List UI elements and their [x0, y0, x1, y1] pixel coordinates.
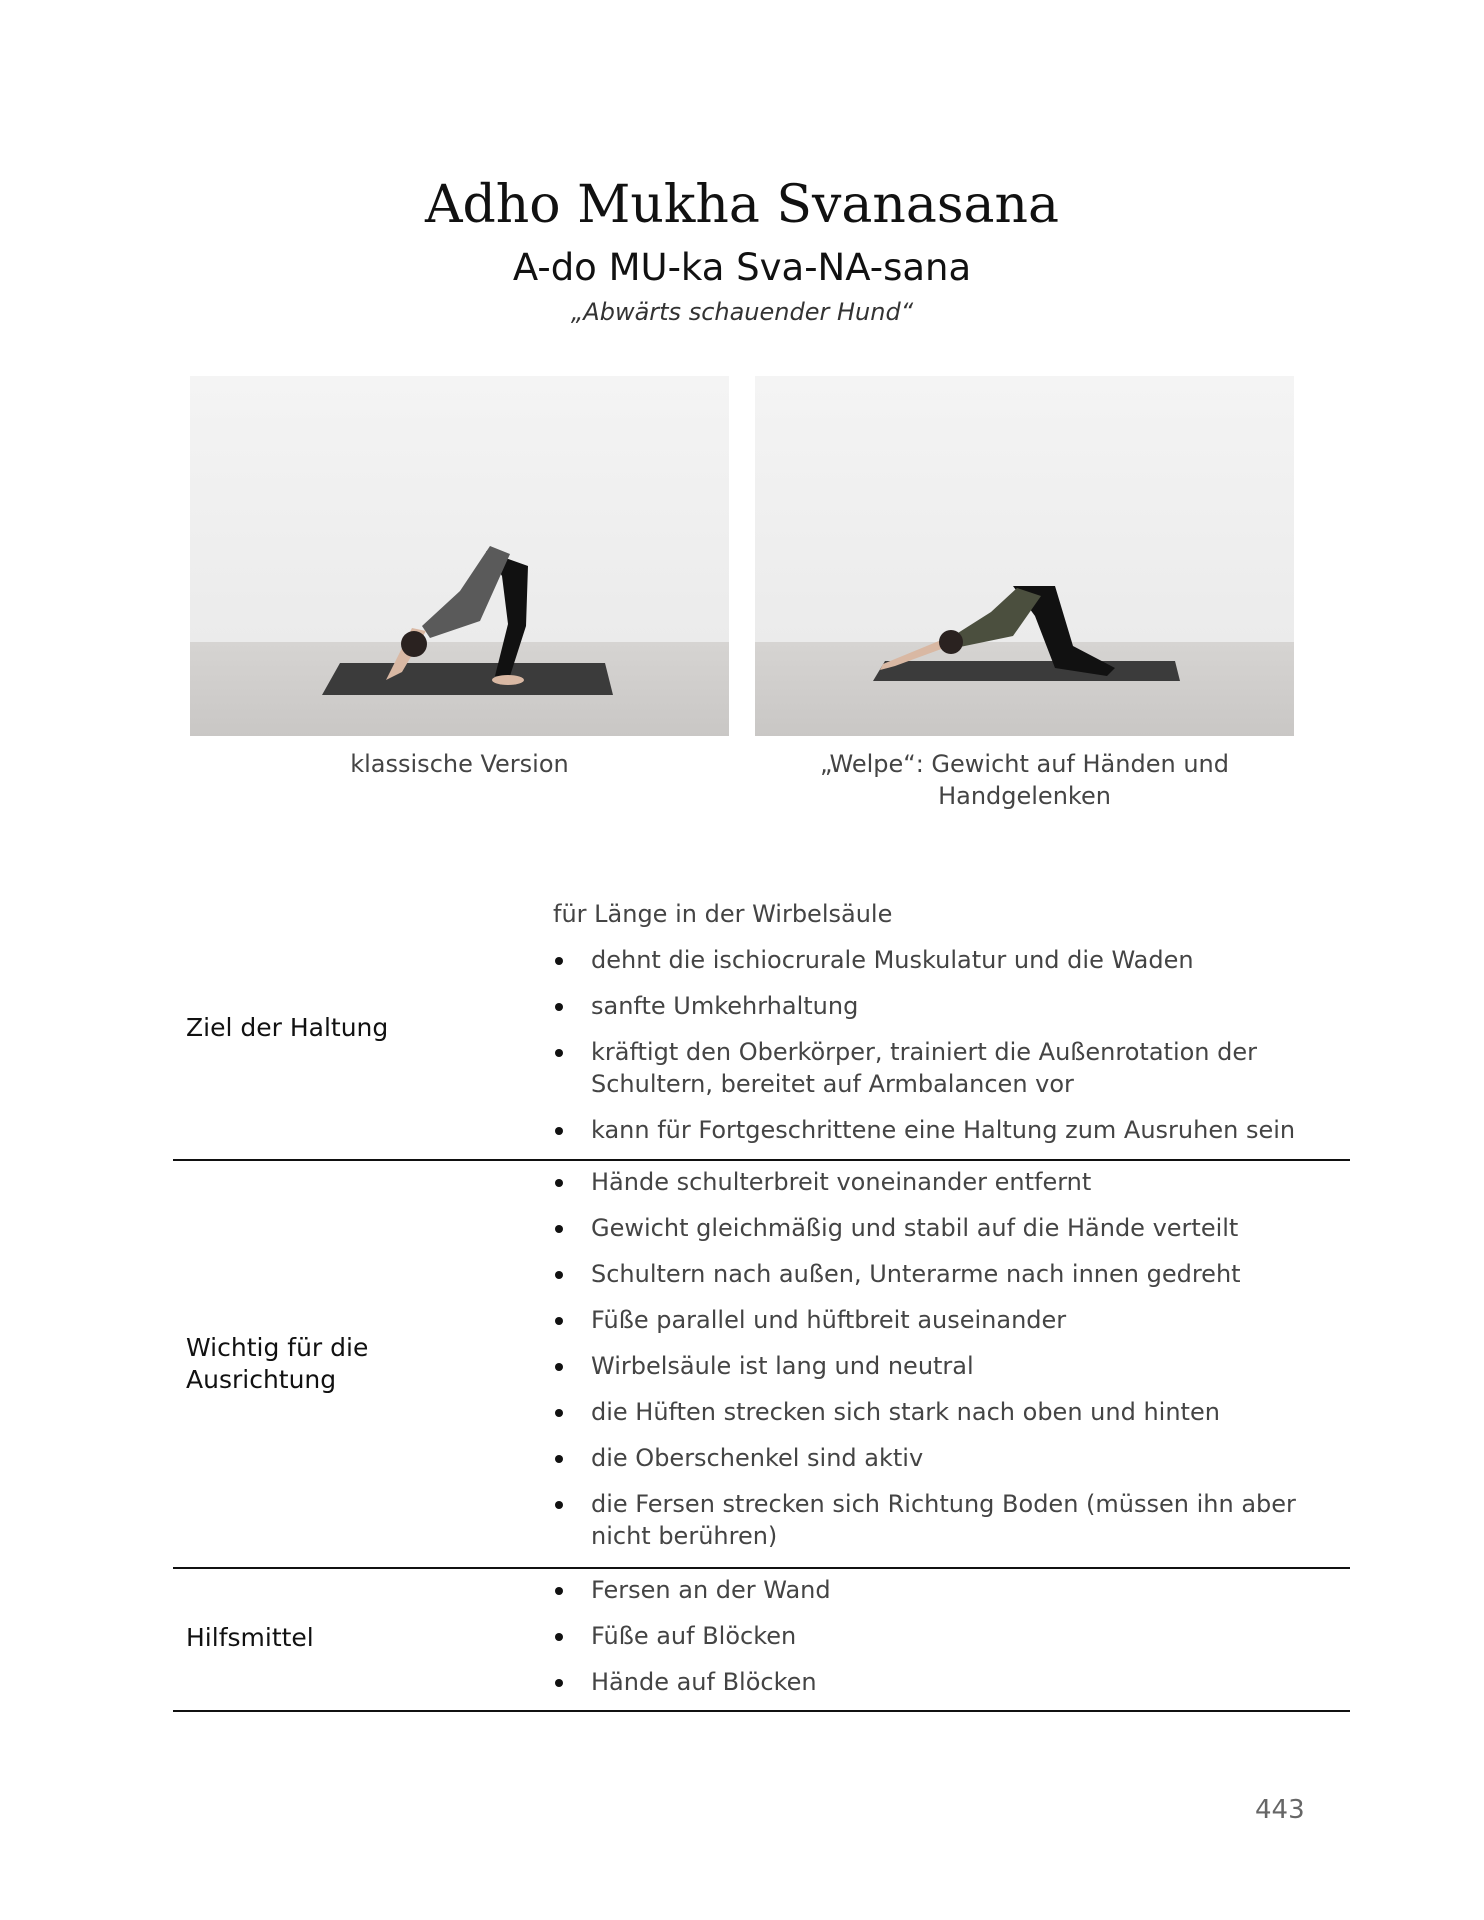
bullet-dot-icon	[555, 1317, 563, 1325]
pose-pronunciation: A-do MU-ka Sva-NA-sana	[512, 246, 972, 289]
list-item: kann für Fortgeschrittene eine Haltung zum Ausruhen sein	[555, 1114, 1345, 1146]
list-item: Hände schulterbreit voneinander entfernt	[555, 1166, 1345, 1198]
list-item: Füße parallel und hüftbreit auseinander	[555, 1304, 1345, 1336]
photo-puppy-variation	[755, 376, 1294, 736]
label-hilfsmittel: Hilfsmittel	[186, 1623, 314, 1652]
list-item: Schultern nach außen, Unterarme nach innen gedreht	[555, 1258, 1345, 1290]
page-number: 443	[1255, 1795, 1305, 1825]
list-item: Wirbelsäule ist lang und neutral	[555, 1350, 1345, 1382]
bullet-dot-icon	[555, 1127, 563, 1135]
bullet-dot-icon	[555, 1225, 563, 1233]
list-item: dehnt die ischiocrurale Muskulatur und die Waden	[555, 944, 1345, 976]
ziel-intro: für Länge in der Wirbelsäule	[553, 900, 893, 928]
list-item: die Hüften strecken sich stark nach oben und hinten	[555, 1396, 1345, 1428]
bullet-dot-icon	[555, 1455, 563, 1463]
list-item: Hände auf Blöcken	[555, 1666, 1345, 1698]
caption-puppy-line1: „Welpe“: Gewicht auf Händen und	[820, 750, 1229, 778]
pose-title: Adho Mukha Svanasana	[424, 175, 1060, 235]
bullet-dot-icon	[555, 1271, 563, 1279]
caption-classic: klassische Version	[350, 750, 569, 778]
list-item: die Oberschenkel sind aktiv	[555, 1442, 1345, 1474]
bullet-dot-icon	[555, 1501, 563, 1509]
bullet-dot-icon	[555, 1587, 563, 1595]
divider-rule	[173, 1567, 1350, 1569]
list-item: Füße auf Blöcken	[555, 1620, 1345, 1652]
list-item: die Fersen strecken sich Richtung Boden (müssen ihn aber nicht berühren)	[555, 1488, 1345, 1552]
ziel-list	[555, 944, 1345, 1160]
hilfsmittel-list	[555, 1574, 1345, 1712]
list-item: kräftigt den Oberkörper, trainiert die Außenrotation der Schultern, bereitet auf Armbalancen vor	[555, 1036, 1345, 1100]
list-item: sanfte Umkehrhaltung	[555, 990, 1345, 1022]
caption-puppy	[755, 748, 1294, 812]
bullet-dot-icon	[555, 1363, 563, 1371]
photo-classic-version	[190, 376, 729, 736]
list-item: Fersen an der Wand	[555, 1574, 1345, 1606]
bullet-dot-icon	[555, 1679, 563, 1687]
divider-rule	[173, 1159, 1350, 1161]
bullet-dot-icon	[555, 1049, 563, 1057]
label-line: Ausrichtung	[186, 1365, 337, 1394]
bullet-dot-icon	[555, 1003, 563, 1011]
bullet-dot-icon	[555, 957, 563, 965]
caption-puppy-line2: Handgelenken	[938, 782, 1111, 810]
divider-rule	[173, 1710, 1350, 1712]
bullet-dot-icon	[555, 1179, 563, 1187]
label-line: Wichtig für die	[186, 1333, 369, 1362]
label-wichtig-ausrichtung	[186, 1332, 506, 1396]
ausrichtung-list	[555, 1166, 1345, 1566]
bullet-dot-icon	[555, 1633, 563, 1641]
list-item: Gewicht gleichmäßig und stabil auf die Hände verteilt	[555, 1212, 1345, 1244]
pose-translation: „Abwärts schauender Hund“	[570, 298, 914, 326]
bullet-dot-icon	[555, 1409, 563, 1417]
label-ziel-der-haltung: Ziel der Haltung	[186, 1013, 389, 1042]
